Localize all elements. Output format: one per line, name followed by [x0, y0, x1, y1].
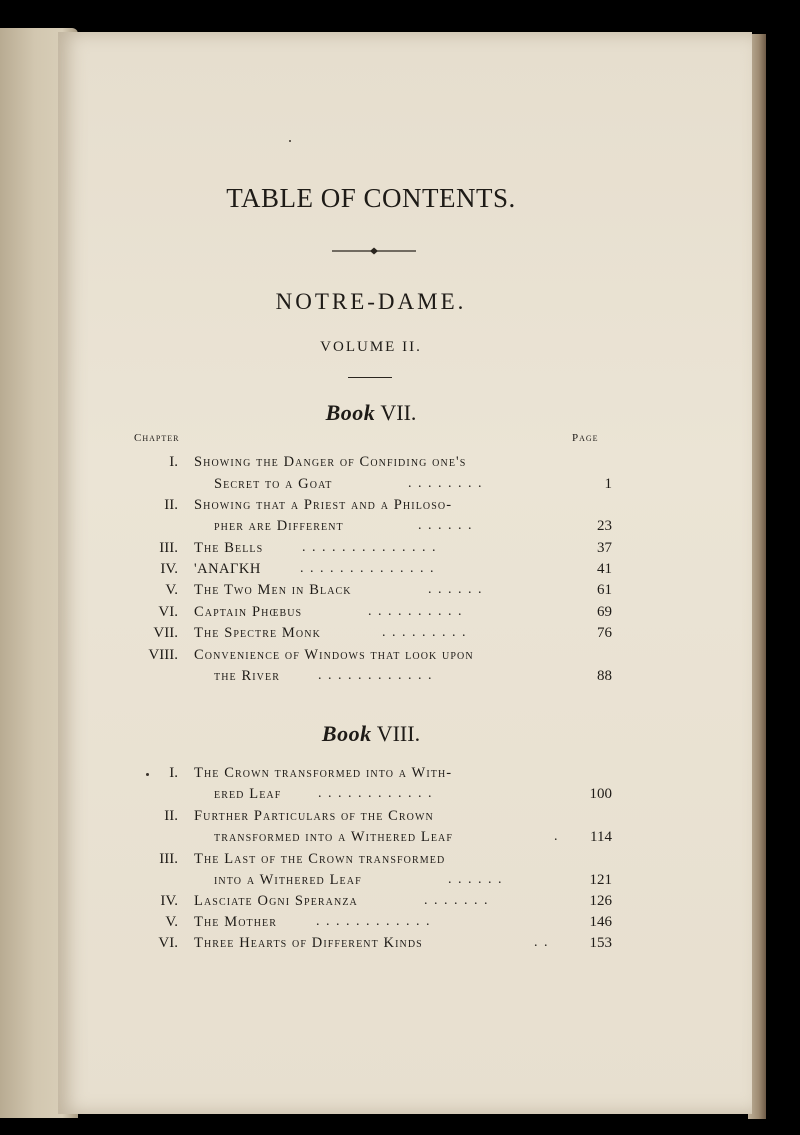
book-numeral: VIII.	[376, 721, 421, 746]
toc-entry	[130, 582, 612, 602]
page-number: 153	[589, 935, 612, 951]
dot-leader: .........	[382, 625, 472, 640]
toc-entry-continued	[130, 786, 612, 806]
chapter-title: Showing that a Priest and a Philoso-	[194, 497, 453, 513]
chapter-title: The Bells	[194, 540, 264, 556]
chapter-title-continued: ered Leaf	[214, 786, 282, 802]
page-number: 69	[597, 604, 612, 620]
chapter-number: III.	[159, 540, 178, 556]
chapter-number: IV.	[160, 561, 178, 577]
chapter-number: V.	[165, 582, 178, 598]
toc-entry	[130, 914, 612, 934]
chapter-title-continued: Secret to a Goat	[214, 476, 333, 492]
book-heading	[0, 400, 742, 426]
page-number: 41	[597, 561, 612, 577]
toc-entry	[130, 808, 612, 828]
chapter-number: I.	[169, 765, 178, 781]
chapter-title-continued: the River	[214, 668, 280, 684]
chapter-title: Showing the Danger of Confiding one's	[194, 454, 467, 470]
book-heading	[0, 721, 742, 747]
dot-leader: ............	[316, 914, 436, 929]
book-word: Book	[321, 721, 372, 746]
chapter-title-continued: pher are Different	[214, 518, 344, 534]
dot-leader: ......	[418, 518, 478, 533]
toc-entry	[130, 454, 612, 474]
chapter-title: The Crown transformed into a With-	[194, 765, 453, 781]
book-numeral: VII.	[380, 400, 417, 425]
page-number: 121	[589, 872, 612, 888]
chapter-title: Three Hearts of Different Kinds	[194, 935, 423, 951]
dot-leader: ......	[428, 582, 488, 597]
volume-label: VOLUME II.	[320, 339, 422, 355]
dot-leader: ..	[534, 935, 554, 950]
chapter-title: The Mother	[194, 914, 278, 930]
page-number: 88	[597, 668, 612, 684]
chapter-number: VII.	[153, 625, 178, 641]
chapter-number: I.	[169, 454, 178, 470]
toc-entry	[130, 765, 612, 785]
chapter-number: III.	[159, 851, 178, 867]
ornament-rule-icon	[332, 247, 416, 255]
chapter-title: The Last of the Crown transformed	[194, 851, 446, 867]
chapter-number: II.	[164, 497, 178, 513]
chapter-number: VIII.	[148, 647, 178, 663]
toc-entry-continued	[130, 518, 612, 538]
dot-leader: ............	[318, 786, 438, 801]
dot-leader: ..............	[302, 540, 442, 555]
dot-leader: ........	[408, 476, 488, 491]
page-number: 23	[597, 518, 612, 534]
toc-entry-continued	[130, 829, 612, 849]
toc-entry	[130, 647, 612, 667]
page-number: 146	[589, 914, 612, 930]
dot-leader: ..........	[368, 604, 468, 619]
page-number: 126	[589, 893, 612, 909]
toc-entry-continued	[130, 476, 612, 496]
dot-leader: ............	[318, 668, 438, 683]
dot-leader: .......	[424, 893, 494, 908]
page-column-label: Page	[572, 432, 599, 444]
page-number: 61	[597, 582, 612, 598]
chapter-title: Convenience of Windows that look upon	[194, 647, 474, 663]
chapter-number: VI.	[158, 935, 178, 951]
divider	[348, 377, 392, 378]
dot-leader: ......	[448, 872, 508, 887]
chapter-title: 'ΑΝΑΓΚΗ	[194, 561, 261, 577]
ink-speck	[289, 140, 291, 142]
chapter-title-continued: into a Withered Leaf	[214, 872, 362, 888]
chapter-title: The Two Men in Black	[194, 582, 352, 598]
chapter-number: VI.	[158, 604, 178, 620]
toc-entry	[130, 561, 612, 581]
chapter-number: IV.	[160, 893, 178, 909]
page-title: TABLE OF CONTENTS.	[226, 183, 516, 213]
toc-entry	[130, 497, 612, 517]
toc-entry-continued	[130, 668, 612, 688]
chapter-number: II.	[164, 808, 178, 824]
chapter-title: The Spectre Monk	[194, 625, 321, 641]
toc-entry	[130, 604, 612, 624]
dot-leader: .	[554, 829, 564, 844]
page-number: 76	[597, 625, 612, 641]
page-number: 37	[597, 540, 612, 556]
toc-entry	[130, 935, 612, 955]
toc-entry	[130, 893, 612, 913]
chapter-number: V.	[165, 914, 178, 930]
book-word: Book	[325, 400, 376, 425]
work-title: NOTRE-DAME.	[275, 289, 467, 314]
chapter-title-continued: transformed into a Withered Leaf	[214, 829, 454, 845]
page-number: 1	[604, 476, 612, 492]
toc-entry-continued	[130, 872, 612, 892]
toc-entry	[130, 625, 612, 645]
chapter-title: Captain Phœbus	[194, 604, 303, 620]
page-number: 100	[589, 786, 612, 802]
page-number: 114	[590, 829, 612, 845]
toc-entry	[130, 851, 612, 871]
toc-entry	[130, 540, 612, 560]
chapter-title: Further Particulars of the Crown	[194, 808, 434, 824]
dot-leader: ..............	[300, 561, 440, 576]
chapter-title: Lasciate Ogni Speranza	[194, 893, 358, 909]
chapter-column-label: Chapter	[134, 432, 180, 444]
